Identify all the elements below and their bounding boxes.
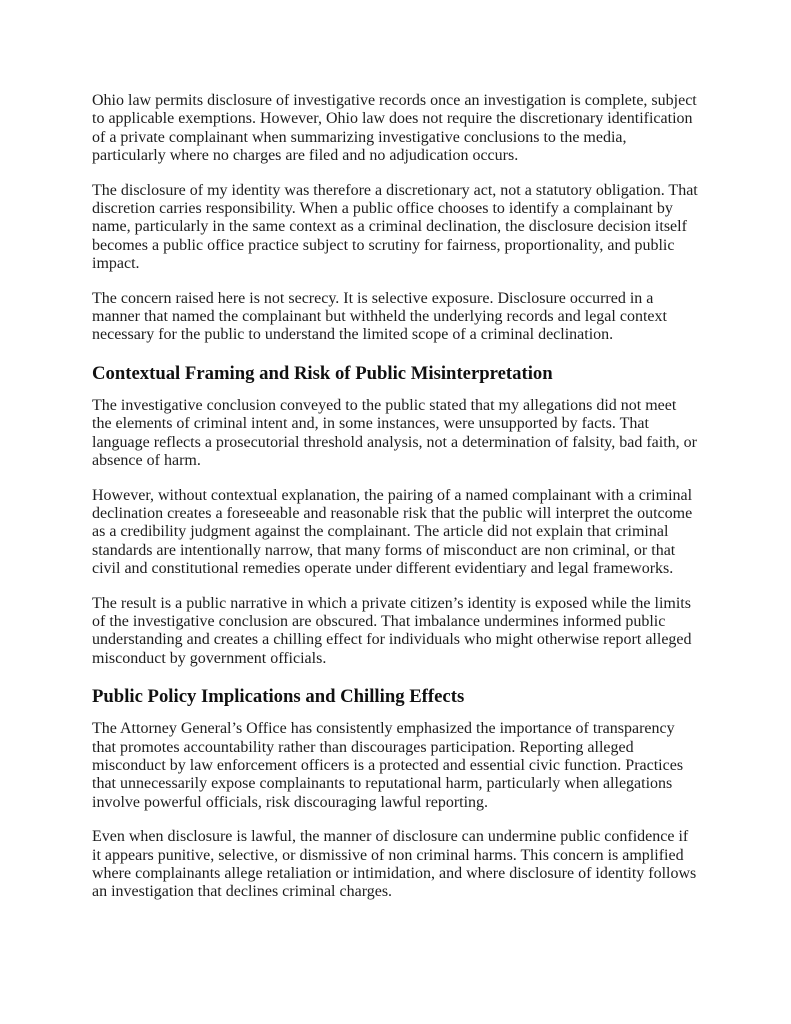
paragraph-discretionary-act: The disclosure of my identity was therefore a discretionary act, not a statutory obligation. That discretion carries responsibility. When a public office chooses to identify a complainant by name, particularly in the same context as a criminal declination, the disclosure decision itself becomes a public office practice subject to scrutiny for fairness, proportionality, and public impact.: [92, 181, 698, 273]
paragraph-disclosure-law: Ohio law permits disclosure of investigative records once an investigation is complete, subject to applicable exemptions. However, Ohio law does not require the discretionary identification of a private complainant when summarizing investigative conclusions to the media, particularly where no charges are filed and no adjudication occurs.: [92, 92, 697, 165]
paragraph-attorney-general-transparency: The Attorney General’s Office has consistently emphasized the importance of transparency that promotes accountability rather than discourages participation. Reporting alleged misconduct by law enforcement officers is a protected and essential civic function. Practices that unnecessarily expose complainants to reputational harm, particularly when allegations involve powerful officials, risk discouraging lawful reporting.: [92, 720, 684, 811]
document-body: [92, 92, 698, 902]
paragraph-public-narrative: The result is a public narrative in which a private citizen’s identity is exposed while the limits of the investigative conclusion are obscured. That imbalance undermines informed public understanding and creates a chilling effect for individuals who might otherwise report alleged misconduct by government officials.: [92, 594, 692, 667]
section-heading-contextual-framing: Contextual Framing and Risk of Public Misinterpretation: [92, 362, 553, 384]
paragraph-selective-exposure: The concern raised here is not secrecy. It is selective exposure. Disclosure occurred in a manner that named the complainant but withheld the underlying records and legal context necessary for the public to understand the limited scope of a criminal declination.: [92, 289, 667, 344]
paragraph-manner-of-disclosure: Even when disclosure is lawful, the manner of disclosure can undermine public confidence if it appears punitive, selective, or dismissive of non criminal harms. This concern is amplified where complainants allege retaliation or intimidation, and where disclosure of identity follows an investigation that declines criminal charges.: [92, 828, 697, 901]
paragraph-investigative-conclusion: The investigative conclusion conveyed to the public stated that my allegations did not meet the elements of criminal intent and, in some instances, were unsupported by facts. That language reflects a prosecutorial threshold analysis, not a determination of falsity, bad faith, or absence of harm.: [92, 396, 697, 470]
section-heading-public-policy: Public Policy Implications and Chilling Effects: [92, 686, 465, 708]
paragraph-contextual-explanation: However, without contextual explanation, the pairing of a named complainant with a criminal declination creates a foreseeable and reasonable risk that the public will interpret the outcome as a credibility judgment against the complainant. The article did not explain that criminal standards are intentionally narrow, that many forms of misconduct are non criminal, or that civil and constitutional remedies operate under different evidentiary and legal frameworks.: [92, 486, 693, 578]
